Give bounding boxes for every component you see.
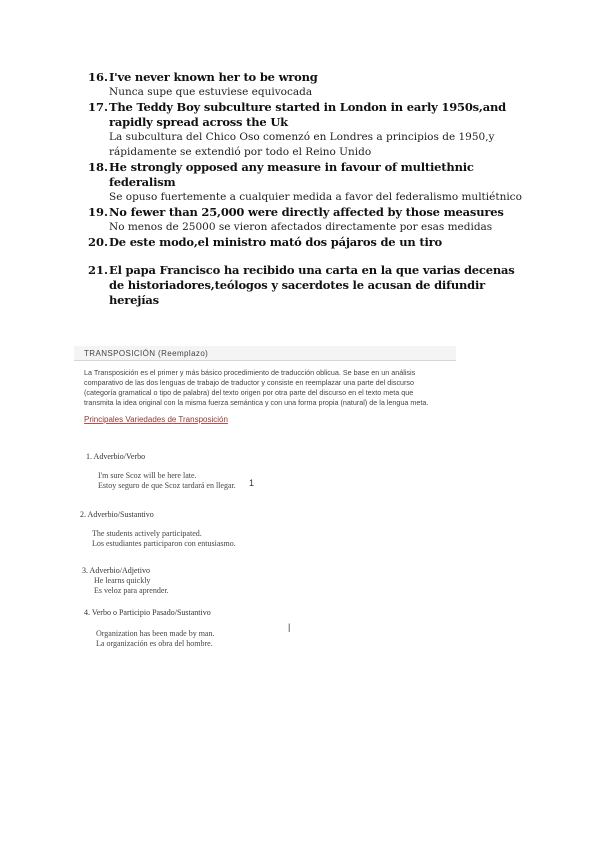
spanish-translation: La subcultura del Chico Oso comenzó en Londres a principios de 1950,y rápidamente se extendió por todo el Reino Unido [109,131,495,158]
variety-adverb-adjective [82,566,169,596]
list-item [88,205,528,235]
variety-adverb-verb [86,452,236,491]
excerpt-title: TRANSPOSICIÓN (Reemplazo) [74,346,456,361]
translation-exercise-list [88,70,528,308]
variety-participle-noun [84,608,214,649]
english-sentence: He strongly opposed any measure in favour of multiethnic federalism [109,160,474,189]
variety-heading: 2. Adverbio/Sustantivo [80,510,154,519]
item-number: 17. [88,100,109,114]
excerpt-subtitle: Principales Variedades de Transposición [84,415,228,424]
variety-heading: 4. Verbo o Participio Pasado/Sustantivo [84,608,211,617]
english-sentence: No fewer than 25,000 were directly affected by those measures [109,205,504,219]
list-item [88,263,528,308]
list-item [88,235,528,250]
page-mark: 1 [249,478,255,488]
example-source: Organization has been made by man. [96,629,215,638]
spanish-translation: No menos de 25000 se vieron afectados directamente por esas medidas [109,221,493,233]
list-item [88,160,528,205]
excerpt-description: La Transposición es el primer y más básico procedimiento de traducción oblicua. Se base en un análisis comparativo de las dos lenguas de trabajo de traductor y consiste en reemplazar una parte del discurso (categoría gramatical o tipo de palabra) del texto origen por otra parte del discurso en el texto meta que transmita la idea original con la misma fuerza semántica y con una forma propia (natural) de la lengua meta. [84,368,429,407]
example-target: Los estudiantes participaron con entusiasmo. [92,539,236,548]
example-source: I'm sure Scoz will be here late. [98,471,197,480]
variety-adverb-noun [80,510,236,549]
variety-heading: 3. Adverbio/Adjetivo [82,566,150,575]
item-number: 18. [88,160,109,174]
example-target: Estoy seguro de que Scoz tardará en llegar. [98,481,236,490]
example-source: The students actively participated. [92,529,202,538]
english-sentence: The Teddy Boy subculture started in London in early 1950s,and rapidly spread across the Uk [109,100,506,129]
example-target: La organización es obra del hombre. [96,639,213,648]
item-number: 16. [88,70,109,84]
spanish-sentence: De este modo,el ministro mató dos pájaros de un tiro [109,235,442,249]
scanned-transposition-excerpt [74,346,456,424]
spanish-translation: Nunca supe que estuviese equivocada [109,86,313,98]
page-mark: | [288,622,291,632]
english-sentence: I've never known her to be wrong [109,70,318,84]
example-source: He learns quickly [94,576,151,585]
spanish-translation: Se opuso fuertemente a cualquier medida a favor del federalismo multiétnico [109,191,522,203]
variety-heading: 1. Adverbio/Verbo [86,452,146,461]
spanish-sentence: El papa Francisco ha recibido una carta en la que varias decenas de historiadores,teólogos y sacerdotes le acusan de difundir herejías [109,263,515,307]
list-item [88,100,528,160]
example-target: Es veloz para aprender. [94,586,169,595]
list-item [88,70,528,100]
item-number: 19. [88,205,109,219]
item-number: 20. [88,235,109,249]
item-number: 21. [88,263,109,277]
